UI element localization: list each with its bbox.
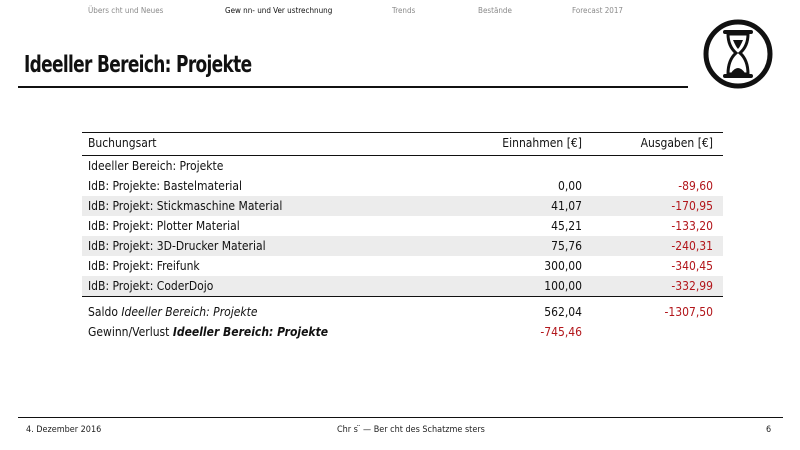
footer-date: 4. Dezember 2016 (26, 425, 102, 435)
row-expense: -332,99 (671, 279, 713, 293)
table-row (82, 256, 723, 276)
footer-page-number: 6 (766, 425, 772, 435)
table-row (82, 176, 723, 196)
row-label: IdB: Projekt: 3D-Drucker Material (88, 239, 266, 253)
page-title: Ideeller Bereich: Projekte (24, 52, 252, 78)
nav-item-forecast[interactable]: Forecast 2017 (572, 6, 624, 15)
saldo-row (82, 302, 723, 322)
row-label: IdB: Projekt: Plotter Material (88, 219, 240, 233)
saldo-income: 562,04 (544, 305, 582, 319)
saldo-expense: -1307,50 (664, 305, 713, 319)
booking-table (82, 132, 723, 342)
col-header-expense: Ausgaben [€] (640, 136, 713, 150)
result-prefix: Gewinn/Verlust (88, 325, 170, 339)
saldo-prefix: Saldo (88, 305, 118, 319)
row-expense: -170,95 (671, 199, 713, 213)
result-row (82, 322, 723, 342)
result-label (88, 325, 328, 339)
table-row (82, 236, 723, 256)
row-expense: -240,31 (671, 239, 713, 253)
group-label: Ideeller Bereich: Projekte (88, 159, 224, 173)
section-nav (0, 6, 800, 20)
title-underline (18, 86, 688, 88)
row-label: IdB: Projekt: Stickmaschine Material (88, 199, 283, 213)
group-row (82, 156, 723, 176)
row-income: 75,76 (551, 239, 582, 253)
col-header-income: Einnahmen [€] (502, 136, 582, 150)
row-income: 300,00 (544, 259, 582, 273)
nav-item-trends[interactable]: Trends (392, 6, 416, 15)
row-income: 41,07 (551, 199, 582, 213)
row-income: 0,00 (557, 179, 582, 193)
result-name: Ideeller Bereich: Projekte (172, 325, 329, 339)
footer-rule (18, 417, 783, 418)
saldo-label (88, 305, 258, 319)
footer-title: Chr s ̈ — Ber cht des Schatzme sters (337, 425, 485, 435)
row-label: IdB: Projekt: Freifunk (88, 259, 200, 273)
row-label: IdB: Projekte: Bastelmaterial (88, 179, 243, 193)
row-income: 100,00 (544, 279, 582, 293)
table-row (82, 276, 723, 296)
col-header-type: Buchungsart (88, 136, 157, 150)
row-income: 45,21 (551, 219, 582, 233)
nav-item-overview[interactable]: Übers cht und Neues (88, 6, 164, 15)
table-row (82, 216, 723, 236)
hourglass-icon (703, 16, 773, 92)
row-expense: -133,20 (671, 219, 713, 233)
nav-item-profit-loss[interactable]: Gew nn- und Ver ustrechnung (225, 6, 333, 15)
row-expense: -89,60 (678, 179, 713, 193)
saldo-name: Ideeller Bereich: Projekte (121, 305, 258, 319)
table-header-row (82, 133, 723, 155)
result-value: -745,46 (540, 325, 582, 339)
table-row (82, 196, 723, 216)
row-label: IdB: Projekt: CoderDojo (88, 279, 214, 293)
row-expense: -340,45 (671, 259, 713, 273)
nav-item-stock[interactable]: Bestände (478, 6, 512, 15)
